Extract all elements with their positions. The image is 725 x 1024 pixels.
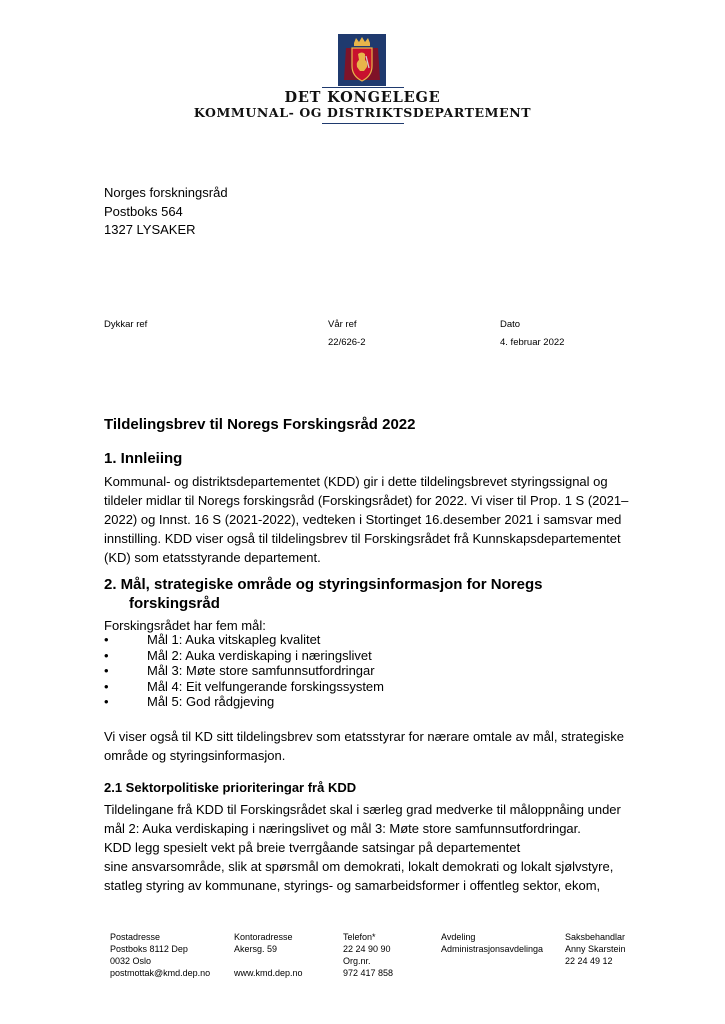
bullet-icon: • xyxy=(104,632,109,647)
footer-text: Akersg. 59 xyxy=(234,944,278,954)
section-1-line: (KD) som etatsstyrande departement. xyxy=(104,550,321,565)
list-item xyxy=(104,648,384,664)
footer-text: Org.nr. xyxy=(343,956,371,966)
footer-text: Anny Skarstein xyxy=(565,944,626,954)
footer-text: Telefon* xyxy=(343,932,376,942)
section-2-1-line: statleg styring av kommunane, styrings- og samarbeidsformer i offentleg sektor, ekom, xyxy=(104,878,601,893)
section-1-line: 2022) og Innst. 16 S (2021-2022), vedteken i Stortinget 16.desember 2021 i samsvar med xyxy=(104,512,622,527)
recipient-address xyxy=(104,184,228,240)
section-2-after-line: Vi viser også til KD sitt tildelingsbrev som etatsstyrar for nærare omtale av mål, strategiske xyxy=(104,729,624,744)
footer-text: Postboks 8112 Dep xyxy=(110,944,188,954)
goal-text: Mål 3: Møte store samfunnsutfordringar xyxy=(147,663,375,679)
document-title: Tildelingsbrev til Noregs Forskingsråd 2022 xyxy=(104,416,416,433)
dykkar-ref-label: Dykkar ref xyxy=(104,319,148,330)
department-name-line2: KOMMUNAL- OG DISTRIKTSDEPARTEMENT xyxy=(193,105,532,120)
section-2-1-line: mål 2: Auka verdiskaping i næringslivet og mål 3: Møte store samfunnsutfordringar. xyxy=(104,821,581,836)
section-2-1-body xyxy=(104,800,644,895)
royal-coat-of-arms-icon xyxy=(338,34,386,86)
goal-text: Mål 4: Eit velfungerande forskingssystem xyxy=(147,678,384,694)
footer-text: 22 24 49 12 xyxy=(565,956,613,966)
var-ref-value: 22/626-2 xyxy=(328,337,366,348)
footer-text: 972 417 858 xyxy=(343,968,394,978)
section-1-line: Kommunal- og distriktsdepartementet (KDD) gir i dette tildelingsbrevet styringssignal og xyxy=(104,474,608,489)
date-label: Dato xyxy=(500,319,521,330)
section-2-1-line: KDD legg spesielt vekt på breie tverrgåande satsingar på departementet xyxy=(104,840,521,855)
section-1-line: innstilling. KDD viser også til tildelingsbrev til Forskingsrådet frå Kunnskapsdepartementet xyxy=(104,531,621,546)
footer-text: 22 24 90 90 xyxy=(343,944,391,954)
section-2-after-line: område og styringsinformasjon. xyxy=(104,748,286,763)
recipient-line-1: Norges forskningsråd xyxy=(104,185,228,200)
footer-department xyxy=(441,931,543,955)
recipient-line-3: 1327 LYSAKER xyxy=(104,222,196,237)
section-1-line: tildeler midlar til Noregs forskingsråd (Forskingsrådet) for 2022. Vi viser til Prop. 1 S (2021– xyxy=(104,493,629,508)
footer-text xyxy=(234,955,303,967)
department-name-line1: DET KONGELEGE xyxy=(284,89,441,106)
section-2-intro: Forskingsrådet har fem mål: xyxy=(104,618,266,633)
section-2-1-line: Tildelingane frå KDD til Forskingsrådet skal i særleg grad medverke til måloppnåing under xyxy=(104,802,621,817)
goal-text: Mål 2: Auka verdiskaping i næringslivet xyxy=(147,647,372,663)
footer-office-address xyxy=(234,931,303,979)
bullet-icon: • xyxy=(104,647,109,663)
recipient-line-2: Postboks 564 xyxy=(104,203,183,219)
footer-website: www.kmd.dep.no xyxy=(234,968,303,978)
section-2-heading-line1: 2. Mål, strategiske område og styringsinformasjon for Noregs xyxy=(104,576,543,593)
footer-phone xyxy=(343,931,393,979)
bullet-icon: • xyxy=(104,694,109,710)
footer-text: Kontoradresse xyxy=(234,932,293,942)
goal-text: Mål 1: Auka vitskapleg kvalitet xyxy=(147,632,321,647)
list-item xyxy=(104,663,384,679)
section-1-body xyxy=(104,472,644,567)
section-2-after xyxy=(104,727,644,765)
footer-postal-address xyxy=(110,931,210,979)
footer-text: 0032 Oslo xyxy=(110,956,152,966)
header-rule-bottom xyxy=(322,123,404,124)
section-1-heading: 1. Innleiing xyxy=(104,450,183,467)
date-value: 4. februar 2022 xyxy=(500,337,565,348)
list-item xyxy=(104,694,384,710)
list-item xyxy=(104,679,384,695)
bullet-icon: • xyxy=(104,678,109,694)
section-2-1-line: sine ansvarsområde, slik at spørsmål om demokrati, lokalt demokrati og lokalt sjølvstyre, xyxy=(104,859,614,874)
bullet-icon: • xyxy=(104,663,109,679)
footer-text: Avdeling xyxy=(441,932,476,942)
header-rule-top xyxy=(322,87,404,88)
var-ref-label: Vår ref xyxy=(328,319,357,330)
footer-text: Postadresse xyxy=(110,932,161,942)
list-item xyxy=(104,632,384,648)
section-2-1-heading: 2.1 Sektorpolitiske prioriteringar frå KDD xyxy=(104,780,357,795)
goal-list xyxy=(104,632,384,710)
footer-email: postmottak@kmd.dep.no xyxy=(110,968,211,978)
footer-text: Administrasjonsavdelinga xyxy=(441,944,544,954)
section-2-heading-line2: forskingsråd xyxy=(129,595,220,612)
footer-case-officer xyxy=(565,931,626,967)
footer-text: Saksbehandlar xyxy=(565,932,626,942)
goal-text: Mål 5: God rådgjeving xyxy=(147,694,275,710)
